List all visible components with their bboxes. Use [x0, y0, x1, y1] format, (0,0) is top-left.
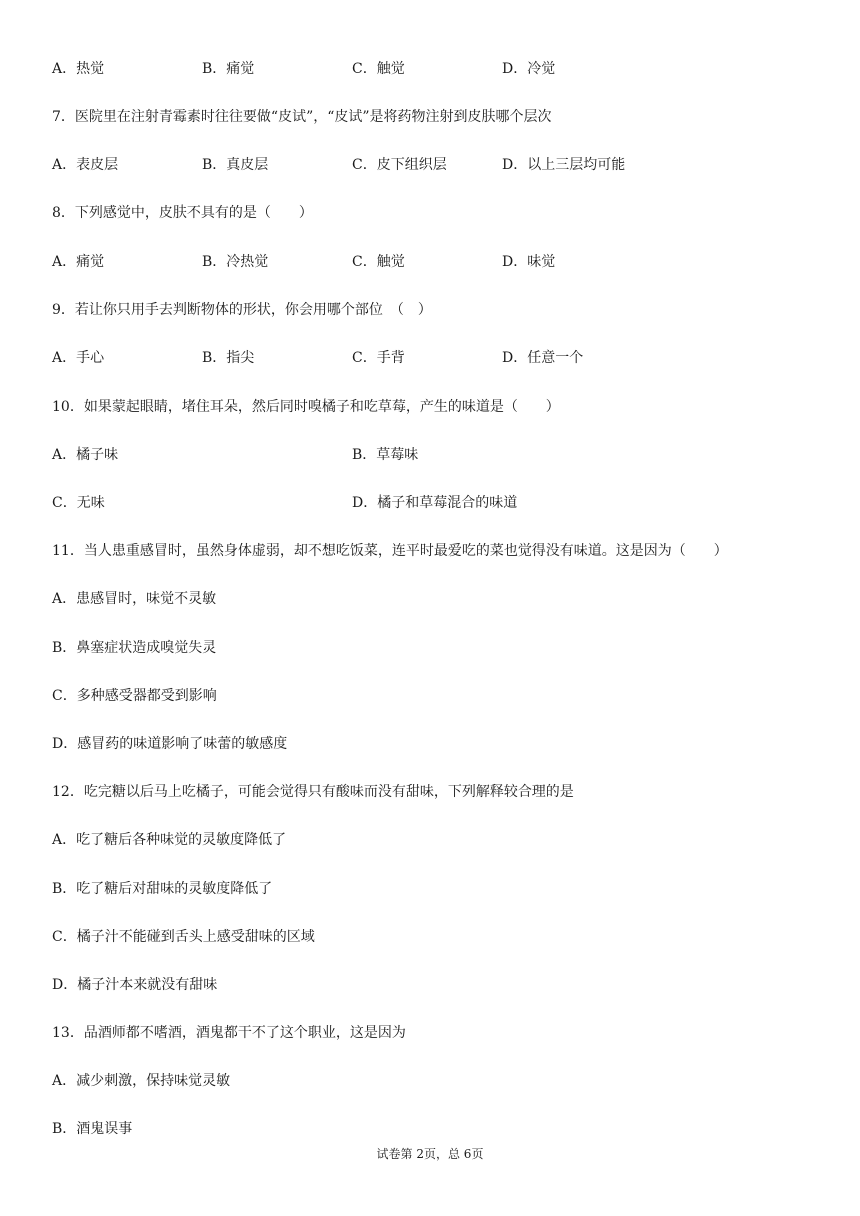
- q11-option-a: A．患感冒时，味觉不灵敏: [52, 591, 217, 607]
- q12-stem: 12．吃完糖以后马上吃橘子，可能会觉得只有酸味而没有甜味，下列解释较合理的是: [52, 784, 574, 800]
- q8-option-c: C．触觉: [352, 254, 405, 270]
- q13-stem: 13．品酒师都不嗜酒，酒鬼都干不了这个职业，这是因为: [52, 1025, 406, 1041]
- q8-option-d: D．味觉: [502, 254, 556, 270]
- q12-option-b: B．吃了糖后对甜味的灵敏度降低了: [52, 881, 273, 897]
- q6-option-d: D．冷觉: [502, 61, 556, 77]
- q6-option-b: B．痛觉: [202, 61, 255, 77]
- q9-option-a: A．手心: [52, 350, 105, 366]
- q8-option-b: B．冷热觉: [202, 254, 269, 270]
- page-footer: 试卷第 2页，总 6页: [376, 1147, 484, 1161]
- q10-option-d: D．橘子和草莓混合的味道: [352, 495, 518, 511]
- q7-option-d: D．以上三层均可能: [502, 157, 626, 173]
- q10-option-b: B．草莓味: [352, 447, 419, 463]
- q11-stem: 11．当人患重感冒时，虽然身体虚弱，却不想吃饭菜，连平时最爱吃的菜也觉得没有味道。这是因为（ ）: [52, 543, 728, 559]
- q9-stem: 9．若让你只用手去判断物体的形状，你会用哪个部位 （ ）: [52, 302, 432, 318]
- q7-option-a: A．表皮层: [52, 157, 119, 173]
- q9-option-c: C．手背: [352, 350, 405, 366]
- q10-option-c: C．无味: [52, 495, 105, 511]
- q11-option-b: B．鼻塞症状造成嗅觉失灵: [52, 640, 217, 656]
- q13-option-b: B．酒鬼误事: [52, 1121, 133, 1137]
- q8-option-a: A．痛觉: [52, 254, 105, 270]
- q7-option-c: C．皮下组织层: [352, 157, 447, 173]
- q10-stem: 10．如果蒙起眼睛，堵住耳朵，然后同时嗅橘子和吃草莓，产生的味道是（ ）: [52, 399, 560, 415]
- q12-option-a: A．吃了糖后各种味觉的灵敏度降低了: [52, 832, 287, 848]
- q13-option-a: A．减少刺激，保持味觉灵敏: [52, 1073, 231, 1089]
- q6-option-a: A．热觉: [52, 61, 105, 77]
- q8-stem: 8．下列感觉中，皮肤不具有的是（ ）: [52, 205, 313, 221]
- q12-option-c: C．橘子汁不能碰到舌头上感受甜味的区域: [52, 929, 315, 945]
- q9-option-d: D．任意一个: [502, 350, 584, 366]
- q7-option-b: B．真皮层: [202, 157, 269, 173]
- q9-option-b: B．指尖: [202, 350, 255, 366]
- q11-option-d: D．感冒药的味道影响了味蕾的敏感度: [52, 736, 288, 752]
- q6-option-c: C．触觉: [352, 61, 405, 77]
- q10-option-a: A．橘子味: [52, 447, 119, 463]
- q11-option-c: C．多种感受器都受到影响: [52, 688, 217, 704]
- q12-option-d: D．橘子汁本来就没有甜味: [52, 977, 218, 993]
- q7-stem: 7．医院里在注射青霉素时往往要做“皮试”，“皮试”是将药物注射到皮肤哪个层次: [52, 109, 552, 125]
